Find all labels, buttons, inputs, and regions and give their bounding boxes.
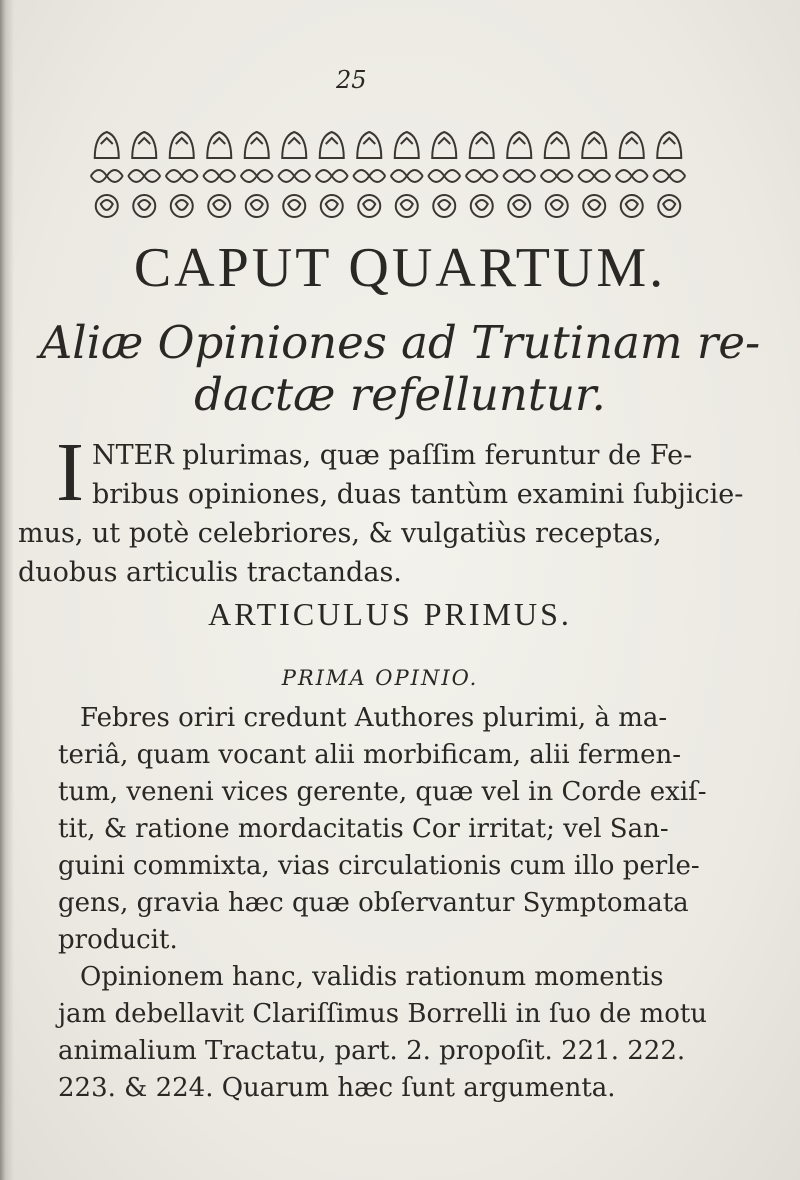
fleuron-inner-icon [401, 200, 413, 210]
fleuron-medallion-icon [396, 195, 418, 217]
body-line: gens, gravia hæc quæ obſervantur Symptomata [58, 888, 689, 918]
fleuron-medallion-icon [321, 195, 343, 217]
intro-paragraph [18, 426, 744, 592]
fleuron-medallion-icon [471, 195, 493, 217]
fleuron-medallion-icon [358, 195, 380, 217]
fleuron-band-icon [241, 170, 273, 182]
fleuron-inner-icon [176, 200, 188, 210]
fleuron-inner-icon [138, 200, 150, 210]
fleuron-medallion-icon [96, 195, 118, 217]
fleuron-top-icon [507, 132, 531, 158]
fleuron-band-icon [578, 170, 610, 182]
fleuron-inner-icon [588, 200, 600, 210]
fleuron-inner-icon [551, 200, 563, 210]
fleuron-band-icon [503, 170, 535, 182]
fleuron-medallion-icon [283, 195, 305, 217]
fleuron-top-icon [132, 132, 156, 158]
fleuron-band-icon [616, 170, 648, 182]
fleuron-top-icon [245, 132, 269, 158]
body-line: teriâ, quam vocant alii morbificam, alii fermen- [58, 740, 681, 770]
fleuron-band-icon [203, 170, 235, 182]
binding-shadow [0, 0, 14, 1180]
fleuron-top-icon [432, 132, 456, 158]
fleuron-band-icon [353, 170, 385, 182]
fleuron-medallion-icon [171, 195, 193, 217]
fleuron-inner-icon [438, 200, 450, 210]
body-line: Febres oriri credunt Authores plurimi, à ma- [80, 703, 668, 733]
body-line: producit. [58, 925, 178, 955]
fleuron-medallion-icon [658, 195, 680, 217]
body-line: tum, veneni vices gerente, quæ vel in Corde exiſ- [58, 777, 707, 807]
fleuron-inner-icon [101, 200, 113, 210]
fleuron-top-icon [95, 132, 119, 158]
fleuron-inner-icon [663, 200, 675, 210]
fleuron-ornament-icon [88, 120, 688, 230]
intro-line: duobus articulis tractandas. [18, 557, 402, 588]
fleuron-band-icon [128, 170, 160, 182]
fleuron-top-icon [170, 132, 194, 158]
fleuron-top-icon [545, 132, 569, 158]
fleuron-band-icon [316, 170, 348, 182]
fleuron-inner-icon [326, 200, 338, 210]
body-line: jam debellavit Clariſſimus Borrelli in ſuo de motu [58, 999, 708, 1029]
fleuron-top-icon [282, 132, 306, 158]
fleuron-band-icon [653, 170, 685, 182]
fleuron-medallion-icon [133, 195, 155, 217]
fleuron-medallion-icon [583, 195, 605, 217]
intro-line: NTER plurimas, quæ paſſim feruntur de Fe- [91, 440, 693, 471]
article-subheading: PRIMA OPINIO. [281, 666, 479, 690]
fleuron-inner-icon [363, 200, 375, 210]
fleuron-inner-icon [213, 200, 225, 210]
fleuron-top-icon [320, 132, 344, 158]
fleuron-top-icon [620, 132, 644, 158]
intro-line: bribus opiniones, duas tantùm examini ſubjicie- [91, 479, 744, 510]
body-line: animalium Tractatu, part. 2. propoſit. 221. 222. [58, 1036, 686, 1066]
fleuron-band-icon [278, 170, 310, 182]
intro-line: mus, ut potè celebriores, & vulgatiùs receptas, [18, 518, 662, 549]
fleuron-inner-icon [476, 200, 488, 210]
body-line: guini commixta, vias circulationis cum illo perle- [58, 851, 700, 881]
fleuron-band-icon [541, 170, 573, 182]
body-text [58, 700, 708, 1107]
page-number: 25 [336, 66, 367, 94]
fleuron-band-icon [428, 170, 460, 182]
fleuron-medallion-icon [508, 195, 530, 217]
fleuron-medallion-icon [208, 195, 230, 217]
body-line: Opinionem hanc, validis rationum momentis [80, 962, 664, 992]
fleuron-medallion-icon [621, 195, 643, 217]
fleuron-top-icon [657, 132, 681, 158]
fleuron-top-icon [395, 132, 419, 158]
drop-cap: I [56, 426, 84, 519]
fleuron-inner-icon [626, 200, 638, 210]
fleuron-band-icon [166, 170, 198, 182]
article-heading: ARTICULUS PRIMUS. [208, 596, 572, 632]
fleuron-inner-icon [251, 200, 263, 210]
fleuron-inner-icon [513, 200, 525, 210]
fleuron-band-icon [391, 170, 423, 182]
fleuron-medallion-icon [433, 195, 455, 217]
body-line: 223. & 224. Quarum hæc ſunt argumenta. [58, 1073, 616, 1103]
fleuron-medallion-icon [546, 195, 568, 217]
chapter-title: CAPUT QUARTUM. [133, 237, 667, 299]
chapter-subtitle-line-1: Aliæ Opiniones ad Trutinam re- [39, 316, 761, 369]
fleuron-band-icon [91, 170, 123, 182]
chapter-subtitle-line-2: dactæ refelluntur. [194, 368, 606, 421]
fleuron-band-icon [466, 170, 498, 182]
fleuron-top-icon [470, 132, 494, 158]
fleuron-inner-icon [288, 200, 300, 210]
fleuron-top-icon [582, 132, 606, 158]
fleuron-medallion-icon [246, 195, 268, 217]
body-line: tit, & ratione mordacitatis Cor irritat; vel San- [58, 814, 669, 844]
fleuron-top-icon [357, 132, 381, 158]
fleuron-top-icon [207, 132, 231, 158]
